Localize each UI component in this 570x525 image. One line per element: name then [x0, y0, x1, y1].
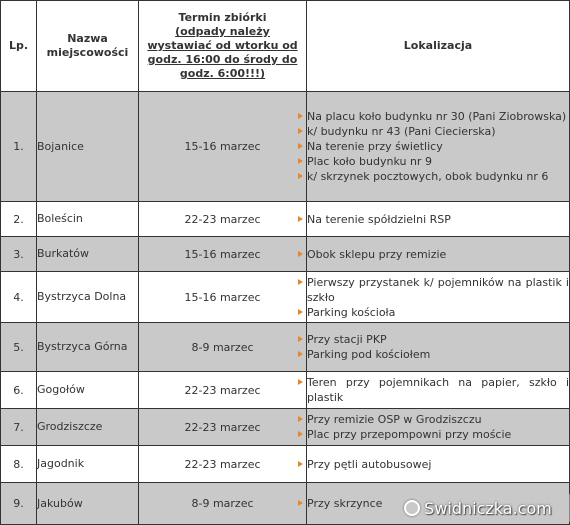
collection-date: 22-23 marzec — [139, 372, 307, 409]
town-name: Bojanice — [37, 92, 139, 202]
location-text: Przy skrzynce — [307, 497, 383, 510]
location-list — [307, 109, 569, 184]
location-item — [307, 427, 569, 442]
bullet-arrow-icon — [298, 309, 303, 315]
location-text: Przy remizie OSP w Grodziszczu — [307, 413, 482, 426]
bullet-arrow-icon — [298, 431, 303, 437]
location-text: Parking kościoła — [307, 305, 396, 319]
row-number: 4. — [1, 272, 37, 323]
town-name: Bystrzyca Górna — [37, 323, 139, 372]
location-item — [307, 212, 569, 227]
table-row — [1, 323, 570, 372]
bullet-arrow-icon — [298, 416, 303, 422]
table-row — [1, 446, 570, 483]
bullet-arrow-icon — [298, 113, 303, 119]
location-cell — [307, 272, 570, 323]
location-item — [307, 124, 569, 139]
row-number: 2. — [1, 202, 37, 237]
bullet-arrow-icon — [298, 461, 303, 467]
header-town — [37, 1, 139, 92]
row-number: 9. — [1, 483, 37, 525]
bullet-arrow-icon — [298, 500, 303, 506]
town-name: Burkatów — [37, 237, 139, 272]
bullet-arrow-icon — [298, 128, 303, 134]
location-list — [307, 496, 569, 511]
table-row — [1, 272, 570, 323]
collection-date: 15-16 marzec — [139, 92, 307, 202]
header-lp: Lp. — [1, 1, 37, 92]
location-text: Plac koło budynku nr 9 — [307, 155, 432, 168]
location-list — [307, 412, 569, 442]
header-town-line2: miejscowości — [46, 46, 129, 59]
header-term — [139, 1, 307, 92]
row-number: 3. — [1, 237, 37, 272]
location-text: Obok sklepu przy remizie — [307, 247, 447, 261]
location-item — [307, 457, 569, 472]
location-text: Przy pętli autobusowej — [307, 457, 432, 471]
location-item — [307, 275, 569, 305]
location-cell — [307, 92, 570, 202]
location-cell — [307, 483, 570, 525]
bullet-arrow-icon — [298, 351, 303, 357]
bullet-arrow-icon — [298, 143, 303, 149]
location-list — [307, 212, 569, 227]
location-item — [307, 305, 569, 320]
location-text: Teren przy pojemnikach na papier, szkło i plastik — [307, 376, 569, 404]
table-row — [1, 372, 570, 409]
location-list — [307, 457, 569, 472]
location-cell — [307, 372, 570, 409]
town-name: Jakubów — [37, 483, 139, 525]
location-text: k/ skrzynek pocztowych, obok budynku nr 6 — [307, 170, 549, 183]
location-cell — [307, 409, 570, 446]
collection-date: 15-16 marzec — [139, 272, 307, 323]
header-town-line1: Nazwa — [67, 32, 108, 45]
location-list — [307, 275, 569, 320]
bullet-arrow-icon — [298, 379, 303, 385]
location-cell — [307, 446, 570, 483]
row-number: 6. — [1, 372, 37, 409]
table-row — [1, 409, 570, 446]
bullet-arrow-icon — [298, 251, 303, 257]
header-row — [1, 1, 570, 92]
collection-date: 22-23 marzec — [139, 202, 307, 237]
location-item — [307, 496, 569, 511]
location-list — [307, 375, 569, 405]
location-text: Na terenie przy świetlicy — [307, 140, 443, 153]
location-item — [307, 332, 569, 347]
collection-date: 15-16 marzec — [139, 237, 307, 272]
location-item — [307, 375, 569, 405]
location-list — [307, 247, 569, 262]
location-item — [307, 109, 569, 124]
location-item — [307, 247, 569, 262]
location-item — [307, 139, 569, 154]
location-text: Na terenie spółdzielni RSP — [307, 212, 451, 226]
town-name: Gogołów — [37, 372, 139, 409]
table-row — [1, 92, 570, 202]
location-cell — [307, 202, 570, 237]
header-term-note: (odpady należy wystawiać od wtorku od godz. 16:00 do środy do godz. 6:00!!!) — [147, 25, 298, 80]
location-text: Pierwszy przystanek k/ pojemników na plastik i szkło — [307, 275, 569, 304]
watermark-text: Swidniczka.com — [424, 498, 552, 518]
location-text: Plac przy przepompowni przy moście — [307, 428, 512, 441]
bullet-arrow-icon — [298, 336, 303, 342]
table-row — [1, 483, 570, 525]
collection-date: 8-9 marzec — [139, 323, 307, 372]
location-cell — [307, 237, 570, 272]
town-name: Grodziszcze — [37, 409, 139, 446]
bullet-arrow-icon — [298, 173, 303, 179]
location-text: Przy stacji PKP — [307, 333, 387, 346]
row-number: 8. — [1, 446, 37, 483]
bullet-arrow-icon — [298, 216, 303, 222]
bullet-arrow-icon — [298, 279, 303, 285]
collection-date: 22-23 marzec — [139, 409, 307, 446]
location-text: Parking pod kościołem — [307, 348, 431, 361]
table-row — [1, 237, 570, 272]
location-item — [307, 169, 569, 184]
header-term-title: Termin zbiórki — [178, 11, 267, 24]
location-item — [307, 154, 569, 169]
location-text: Na placu koło budynku nr 30 (Pani Ziobrowska) — [307, 110, 567, 123]
collection-date: 22-23 marzec — [139, 446, 307, 483]
row-number: 1. — [1, 92, 37, 202]
collection-date: 8-9 marzec — [139, 483, 307, 525]
location-list — [307, 332, 569, 362]
location-item — [307, 347, 569, 362]
town-name: Jagodnik — [37, 446, 139, 483]
bullet-arrow-icon — [298, 158, 303, 164]
header-location: Lokalizacja — [307, 1, 570, 92]
row-number: 5. — [1, 323, 37, 372]
location-text: k/ budynku nr 43 (Pani Ciecierska) — [307, 125, 496, 138]
table-row — [1, 202, 570, 237]
table-body — [1, 92, 570, 525]
town-name: Bystrzyca Dolna — [37, 272, 139, 323]
town-name: Boleścin — [37, 202, 139, 237]
location-cell — [307, 323, 570, 372]
row-number: 7. — [1, 409, 37, 446]
location-item — [307, 412, 569, 427]
